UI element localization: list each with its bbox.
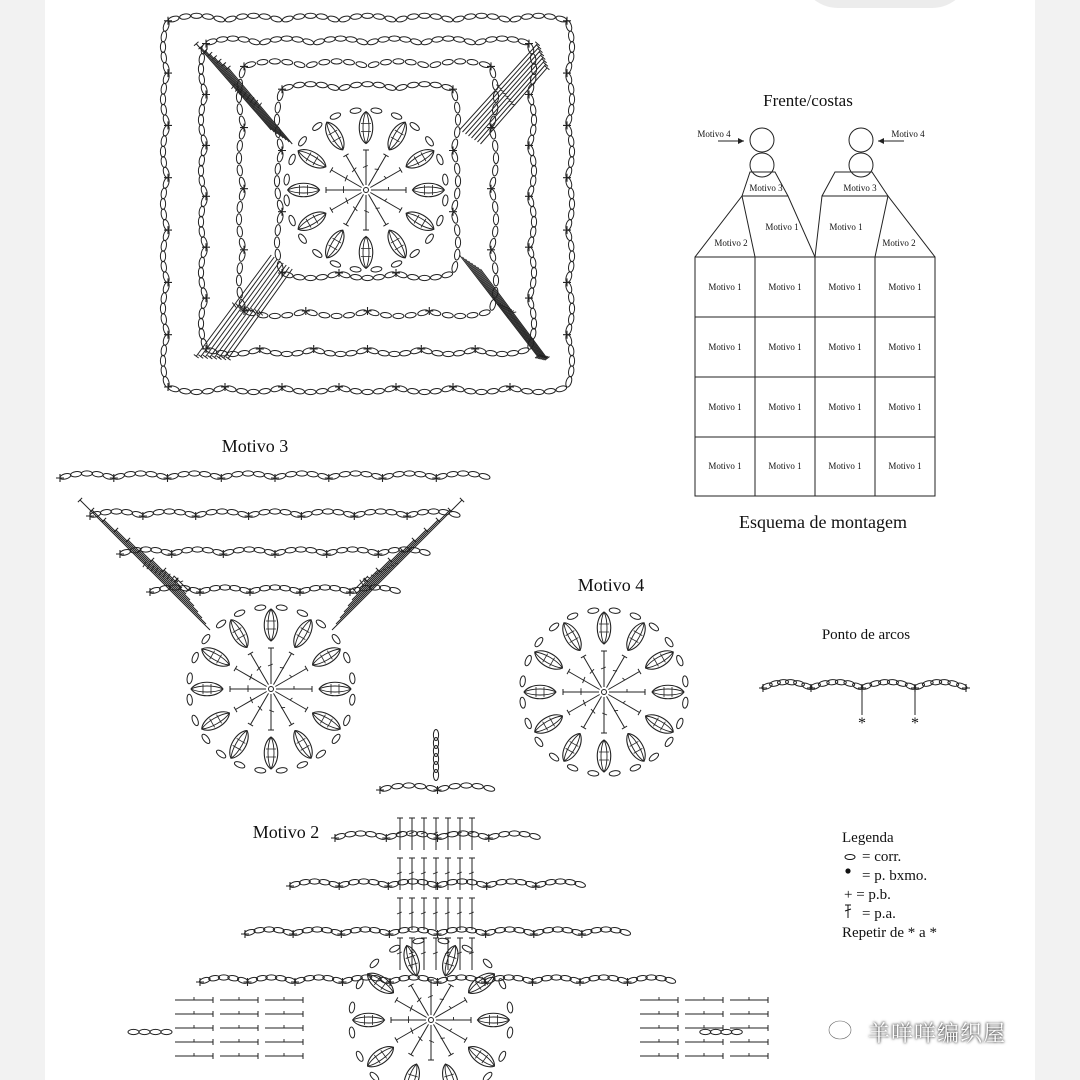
assembly-motif4-right: Motivo 4: [891, 129, 925, 139]
assembly-motif1-cell-0-0: Motivo 1: [708, 282, 742, 292]
legend: [842, 830, 937, 941]
legend-repeat: Repetir de * a *: [842, 925, 937, 941]
assembly-motif1-cell-0-3: Motivo 1: [888, 282, 922, 292]
legend-item-slip: = p. bxmo.: [862, 868, 928, 884]
watermark-text: 羊咩咩编织屋: [868, 1021, 1007, 1047]
assembly-motif1-cell-0-1: Motivo 1: [768, 282, 802, 292]
assembly-motif1-cell-2-1: Motivo 1: [768, 402, 802, 412]
motif-1-chart: [160, 13, 574, 394]
assembly-motif1-cell-3-3: Motivo 1: [888, 461, 922, 471]
assembly-title: Esquema de montagem: [739, 512, 907, 532]
legend-title: Legenda: [842, 830, 894, 846]
assembly-motif1-cell-3-2: Motivo 1: [828, 461, 862, 471]
legend-item-dc: = p.a.: [862, 906, 896, 922]
assembly-diagram: [695, 128, 935, 496]
svg-text:*: *: [911, 715, 919, 732]
legend-item-sc: + = p.b.: [844, 887, 891, 903]
assembly-motif1-cell-2-3: Motivo 1: [888, 402, 922, 412]
assembly-motif1-cell-2-2: Motivo 1: [828, 402, 862, 412]
assembly-motif1-cell-1-1: Motivo 1: [768, 342, 802, 352]
assembly-motif1-upper-right: Motivo 1: [829, 222, 863, 232]
arc-stitch-label: Ponto de arcos: [821, 627, 911, 643]
assembly-motif2-left: Motivo 2: [714, 238, 748, 248]
motif-4-chart: [519, 607, 688, 776]
motif-2-chart: [128, 730, 768, 1080]
chat-bubble-icon: [826, 1015, 860, 1049]
assembly-motif1-cell-0-2: Motivo 1: [828, 282, 862, 292]
assembly-motif1-cell-1-3: Motivo 1: [888, 342, 922, 352]
assembly-motif1-upper-left: Motivo 1: [765, 222, 799, 232]
assembly-motif1-cell-1-2: Motivo 1: [828, 342, 862, 352]
assembly-motif2-right: Motivo 2: [882, 238, 916, 248]
assembly-motif3-left: Motivo 3: [749, 183, 783, 193]
dot-icon: [845, 868, 850, 873]
svg-text:*: *: [858, 715, 866, 732]
assembly-motif1-cell-3-1: Motivo 1: [768, 461, 802, 471]
chain-oval-icon: [845, 855, 855, 860]
assembly-motif1-cell-1-0: Motivo 1: [708, 342, 742, 352]
watermark: [826, 1010, 1006, 1054]
assembly-motif1-cell-2-0: Motivo 1: [708, 402, 742, 412]
legend-item-chain: = corr.: [862, 849, 902, 865]
motif-2-label: Motivo 2: [252, 822, 320, 842]
motif-3-chart: [56, 471, 491, 774]
assembly-motif3-right: Motivo 3: [843, 183, 877, 193]
motif-4-label: Motivo 4: [577, 575, 645, 595]
front-back-title: Frente/costas: [763, 91, 853, 110]
motif-3-label: Motivo 3: [221, 436, 289, 456]
arc-stitch-chart: [759, 679, 970, 732]
assembly-motif4-left: Motivo 4: [697, 129, 731, 139]
double-crochet-icon: [845, 905, 851, 918]
assembly-motif1-cell-3-0: Motivo 1: [708, 461, 742, 471]
